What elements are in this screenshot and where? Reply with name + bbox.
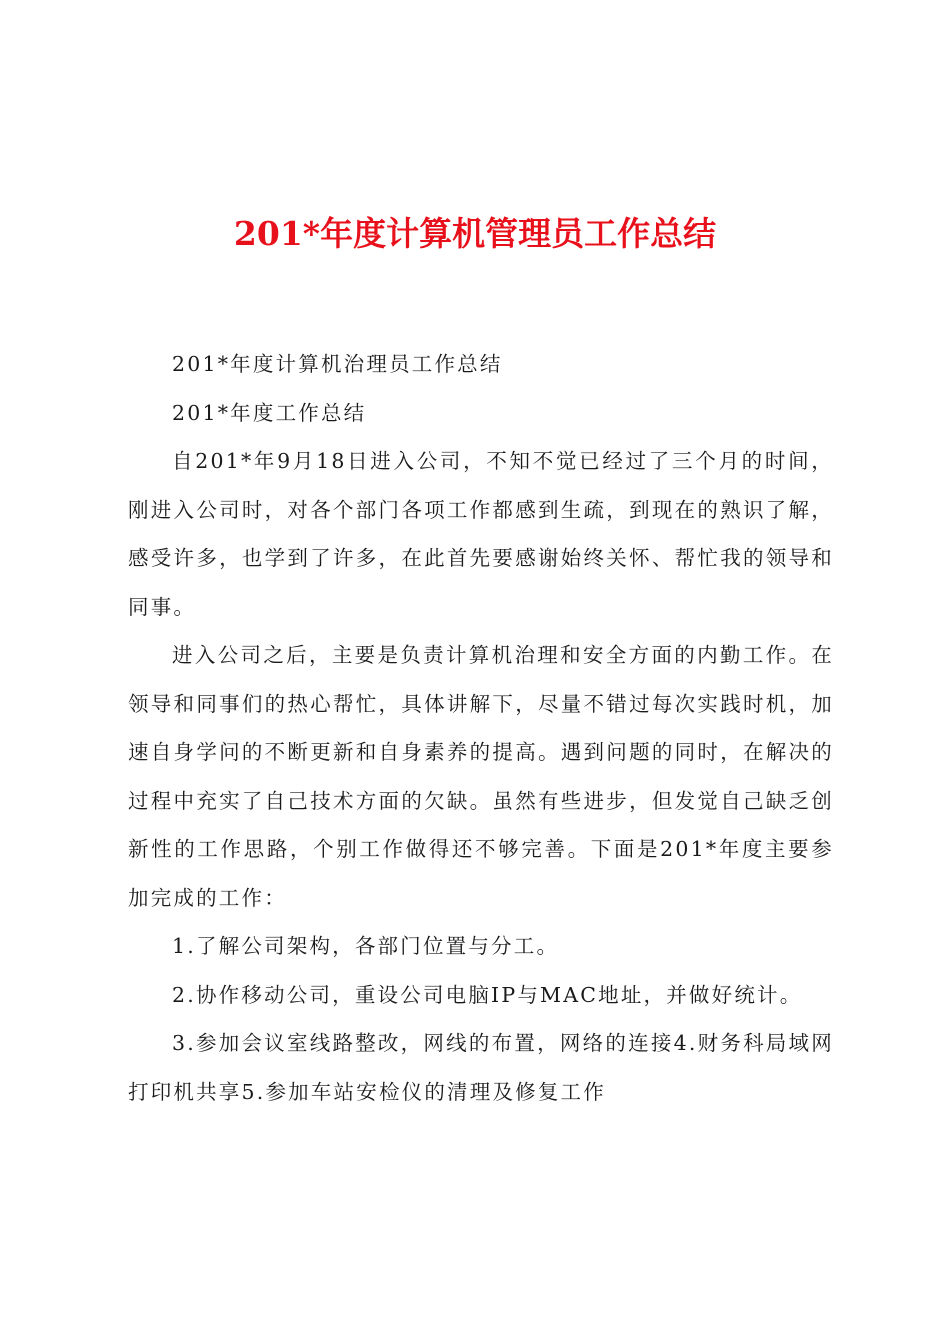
paragraph-duties: 进入公司之后，主要是负责计算机治理和安全方面的内勤工作。在领导和同事们的热心帮忙，具体讲解下，尽量不错过每次实践时机，加速自身学问的不断更新和自身素养的提高。遇到问题的同时，在解决的过程中充实了自己技术方面的欠缺。虽然有些进步，但发觉自己缺乏创新性的工作思路，个别工作做得还不够完善。下面是201*年度主要参加完成的工作： [128, 643, 834, 910]
paragraph-intro: 自201*年9月18日进入公司，不知不觉已经过了三个月的时间，刚进入公司时，对各个部门各项工作都感到生疏，到现在的熟识了解，感受许多，也学到了许多，在此首先要感谢始终关怀、帮忙我的领导和同事。 [128, 449, 834, 619]
document-body [128, 340, 834, 1116]
list-item-2: 2.协作移动公司，重设公司电脑IP与MAC地址，并做好统计。 [172, 982, 803, 1007]
document-title: 201*年度计算机管理员工作总结 [233, 214, 717, 253]
list-item-1: 1.了解公司架构，各部门位置与分工。 [172, 934, 560, 958]
paragraph-heading-1: 201*年度计算机治理员工作总结 [172, 352, 503, 376]
paragraph-heading-2: 201*年度工作总结 [172, 400, 367, 425]
list-item-3: 3.参加会议室线路整改，网线的布置，网络的连接4.财务科局域网打印机共享5.参加车站安检仪的清理及修复工作 [128, 1031, 834, 1104]
